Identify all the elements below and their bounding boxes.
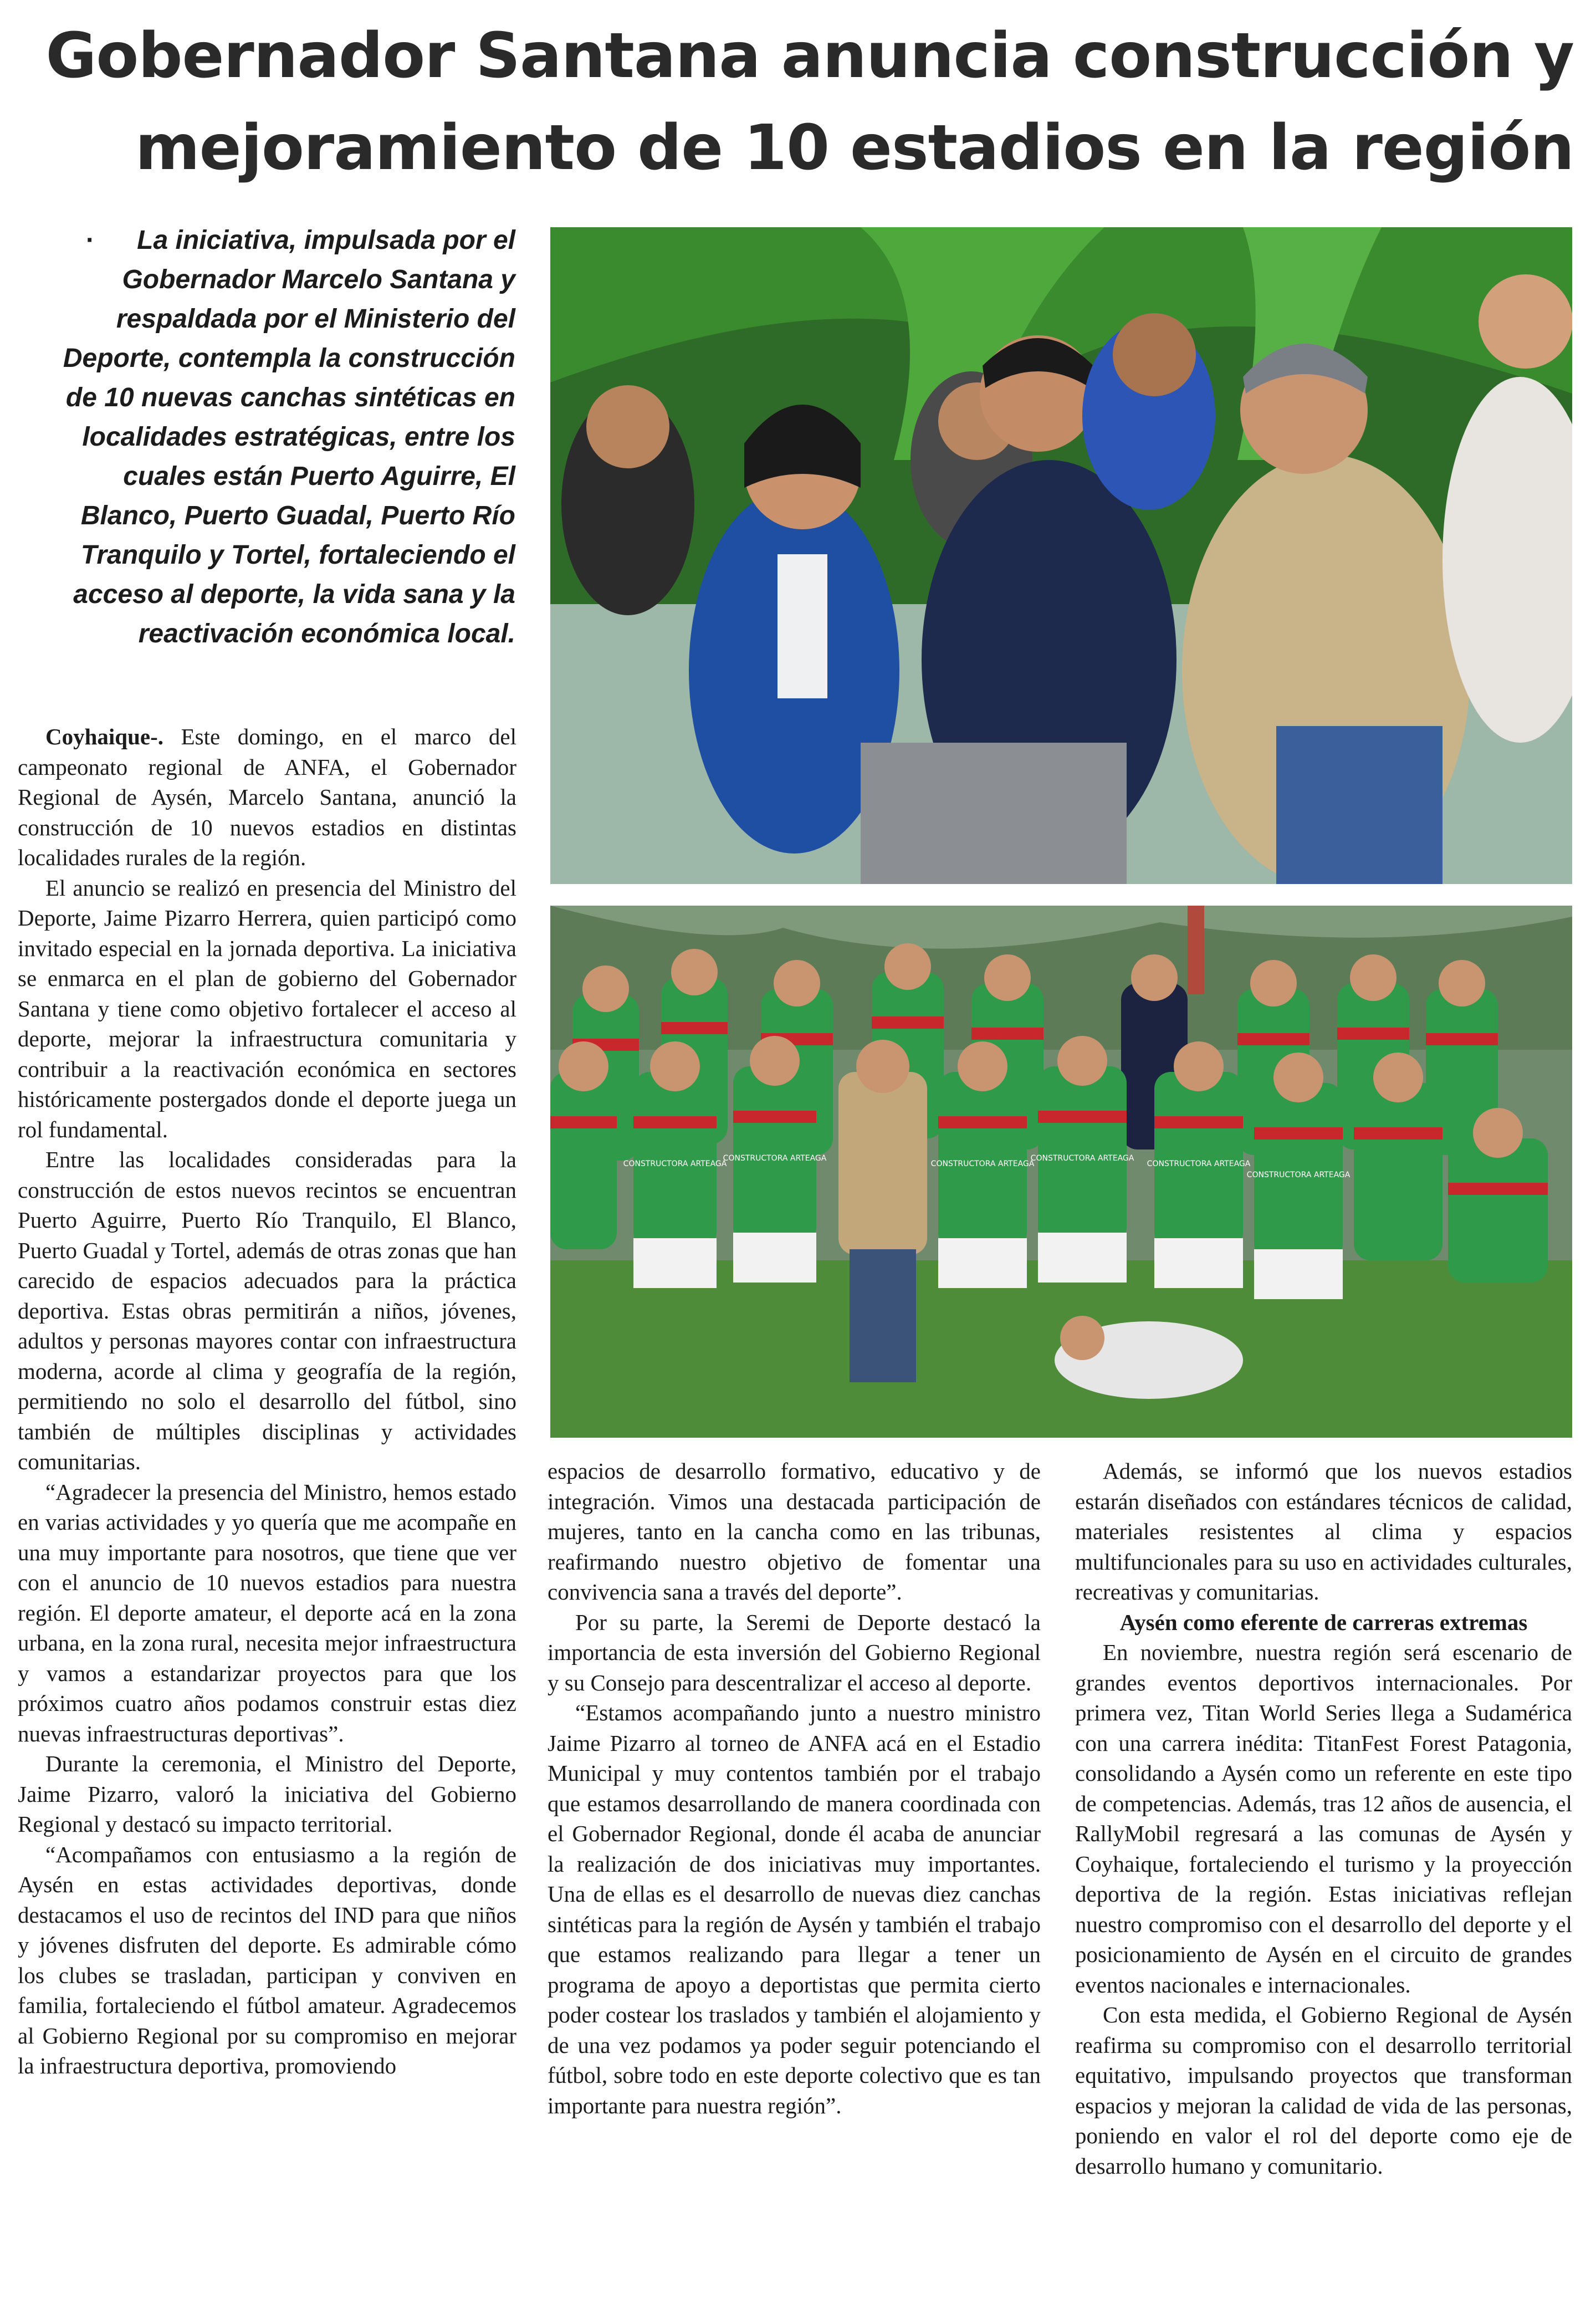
paragraph: Con esta medida, el Gobierno Regional de Aysén reafirma su compromiso con el desarrollo territorial equitativo, impulsando proyectos que transforman espacios y mejoran la calidad de vida de las personas, poniendo en valor el rol del deporte como eje de desarrollo humano y comunitario. <box>1075 2002 1572 2179</box>
paragraph: El anuncio se realizó en presencia del Ministro del Deporte, Jaime Pizarro Herrera, quien participó como invitado especial en la jornada deportiva. La iniciativa se enmarca en el plan de gobierno del Gobernador Santana y tiene como objetivo fortalecer el acceso al deporte, mejorar la infraestructura comunitaria y contribuir a la reactivación económica en sectores históricamente postergados donde el deporte juega un rol fundamental. <box>18 875 516 1142</box>
headline-line-2: mejoramiento de 10 estadios en la región <box>135 112 1574 184</box>
column-2 <box>548 1456 1041 2121</box>
paragraph: espacios de desarrollo formativo, educativo y de integración. Vimos una destacada participación de mujeres, tanto en la cancha como en las tribunas, reafirmando nuestro objetivo de fomentar una convivencia sana a través del deporte”. <box>548 1458 1041 1605</box>
paragraph: “Agradecer la presencia del Ministro, hemos estado en varias actividades y yo quería que me acompañe en una muy importante para nosotros, que tiene que ver con el anuncio de 10 nuevos estadios para nuestra región. El deporte amateur, el deporte acá en la zona urbana, en la zona rural, necesita mejor infraestructura y vamos a estandarizar proyectos para que los próximos cuatro años podamos construir estas diez nuevas infraestructuras deportivas”. <box>18 1479 516 1746</box>
jersey-sponsor-text: CONSTRUCTORA ARTEAGA <box>1030 1154 1134 1163</box>
dateline: Coyhaique-. <box>45 724 164 749</box>
summary-lead <box>55 221 515 653</box>
paragraph: Entre las localidades consideradas para la construcción de estos nuevos recintos se encuentran Puerto Aguirre, Puerto Río Tranquilo, El Blanco, Puerto Guadal y Tortel, además de otras zonas que han carecido de espacios adecuados para la práctica deportiva. Estas obras permitirán a niños, jóvenes, adultos y personas mayores contar con infraestructura moderna, acorde al clima y geografía de la región, permitiendo no solo el desarrollo del fútbol, sino también de múltiples disciplinas y actividades comunitarias. <box>18 1147 516 1474</box>
photo-team-on-pitch <box>550 906 1572 1438</box>
summary-text: La iniciativa, impulsada por el Gobernador Marcelo Santana y respaldada por el Ministerio del Deporte, contempla la construcción de 10 nuevas canchas sintéticas en localidades estratégicas, entre los cuales están Puerto Aguirre, El Blanco, Puerto Guadal, Puerto Río Tranquilo y Tortel, fortaleciendo el acceso al deporte, la vida sana y la reactivación económica local. <box>63 226 515 648</box>
headline-line-1: Gobernador Santana anuncia construcción y <box>45 20 1574 92</box>
headline <box>0 10 1596 194</box>
paragraph: Por su parte, la Seremi de Deporte destacó la importancia de esta inversión del Gobierno Regional y su Consejo para descentralizar el acceso al deporte. <box>548 1609 1041 1695</box>
paragraph <box>18 722 516 873</box>
paragraph-text: Este domingo, en el marco del campeonato regional de ANFA, el Gobernador Regional de Aysén, Marcelo Santana, anunció la construcción de 10 nuevos estadios en distintas localidades rurales de la región. <box>18 724 517 870</box>
photo-officials-in-stands <box>550 227 1572 884</box>
column-1 <box>18 722 516 2081</box>
jersey-sponsor-text: CONSTRUCTORA ARTEAGA <box>723 1154 827 1163</box>
stands-scene <box>550 227 1572 884</box>
jersey-sponsor-text: CONSTRUCTORA ARTEAGA <box>623 1159 727 1168</box>
team-scene <box>550 906 1572 1438</box>
summary-bullet: · <box>86 226 95 255</box>
jersey-sponsor-text: CONSTRUCTORA ARTEAGA <box>1147 1159 1251 1168</box>
paragraph: Durante la ceremonia, el Ministro del Deporte, Jaime Pizarro, valoró la iniciativa del Gobierno Regional y destacó su impacto territorial. <box>18 1751 516 1837</box>
paragraph: Además, se informó que los nuevos estadios estarán diseñados con estándares técnicos de calidad, materiales resistentes al clima y espacios multifuncionales para su uso en actividades culturales, recreativas y comunitarias. <box>1075 1458 1572 1605</box>
paragraph: “Acompañamos con entusiasmo a la región de Aysén en estas actividades deportivas, donde destacamos el uso de recintos del IND para que niños y jóvenes disfruten del deporte. Es admirable cómo los clubes se trasladan, participan y conviven en familia, fortaleciendo el fútbol amateur. Agradecemos al Gobierno Regional por su compromiso en mejorar la infraestructura deportiva, promoviendo <box>18 1841 516 2078</box>
paragraph: “Estamos acompañando junto a nuestro ministro Jaime Pizarro al torneo de ANFA acá en el Estadio Municipal y muy contentos también por el trabajo que estamos desarrollando de manera coordinada con el Gobernador Regional, donde él acaba de anunciar la realización de dos iniciativas muy importantes. Una de ellas es el desarrollo de nuevas diez canchas sintéticas para la región de Aysén y también el trabajo que estamos realizando para llegar a tener un programa de apoyo a deportistas que permita cierto poder costear los traslados y también el alojamiento y de una vez podamos ya poder seguir potenciando el fútbol, sobre todo en este deporte colectivo que es tan importante para nuestra región”. <box>548 1700 1041 2118</box>
jersey-sponsor-text: CONSTRUCTORA ARTEAGA <box>1246 1171 1351 1179</box>
jersey-sponsor-text: CONSTRUCTORA ARTEAGA <box>930 1159 1035 1168</box>
column-3 <box>1075 1456 1572 2181</box>
paragraph: En noviembre, nuestra región será escenario de grandes eventos deportivos internacionales. Por primera vez, Titan World Series llega a Sudamérica con una carrera inédita: TitanFest Forest Patagonia, consolidando a Aysén como un referente en este tipo de competencias. Además, tras 12 años de ausencia, el RallyMobil regresará a las comunas de Aysén y Coyhaique, fortaleciendo el turismo y la proyección deportiva de la región. Estas iniciativas reflejan nuestro compromiso con el desarrollo del deporte y el posicionamiento de Aysén en el circuito de grandes eventos nacionales e internacionales. <box>1075 1639 1572 1997</box>
section-subhead: Aysén como eferente de carreras extremas <box>1119 1609 1528 1635</box>
